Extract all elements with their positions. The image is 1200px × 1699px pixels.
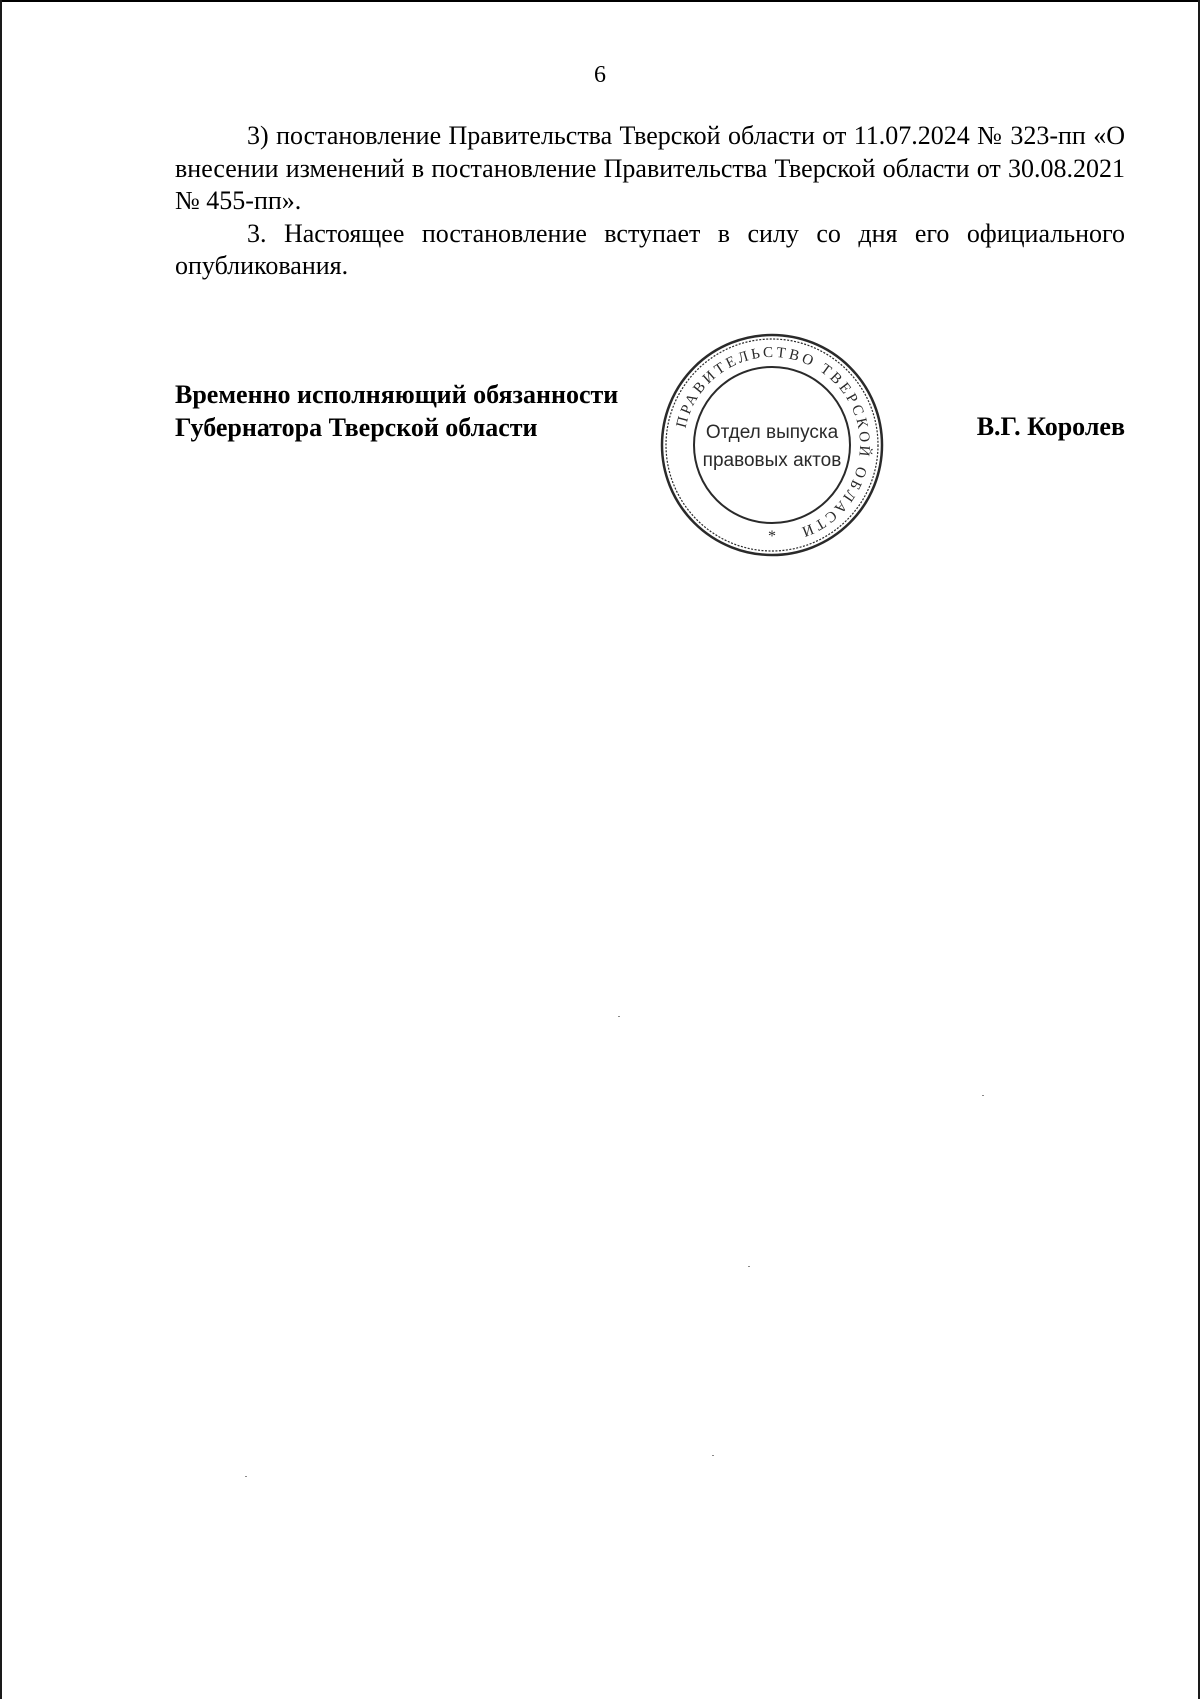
paragraph-section-3: 3. Настоящее постановление вступает в силу со дня его официального опубликования. <box>175 218 1125 280</box>
official-seal-stamp <box>658 331 886 559</box>
scan-speck <box>982 1095 984 1096</box>
page-number: 6 <box>594 62 606 88</box>
paragraph-item-3: 3) постановление Правительства Тверской области от 11.07.2024 № 323-пп «О внесении изменений в постановление Правительства Тверской области от 30.08.2021 № 455-пп». <box>175 121 1125 215</box>
position-line-1: Временно исполняющий обязанности <box>175 380 619 409</box>
seal-star: * <box>768 528 776 545</box>
scan-speck <box>245 1476 247 1477</box>
signer-name: В.Г. Королев <box>976 412 1125 441</box>
seal-center-line-1: Отдел выпуска <box>705 422 839 443</box>
page-border-top <box>0 0 1200 2</box>
signature-position <box>175 379 618 444</box>
seal-toothed-ring <box>666 339 878 551</box>
document-body <box>175 120 1125 283</box>
position-line-2: Губернатора Тверской области <box>175 412 538 442</box>
scan-speck <box>618 1016 620 1017</box>
scan-speck <box>712 1455 714 1456</box>
seal-center-line-2: правовых актов <box>702 450 842 471</box>
seal-inner-ring <box>694 367 850 523</box>
seal-ring-text: ПРАВИТЕЛЬСТВО ТВЕРСКОЙ ОБЛАСТИ <box>673 344 873 541</box>
scan-speck <box>748 1266 750 1267</box>
page-border-left <box>0 0 2 1699</box>
